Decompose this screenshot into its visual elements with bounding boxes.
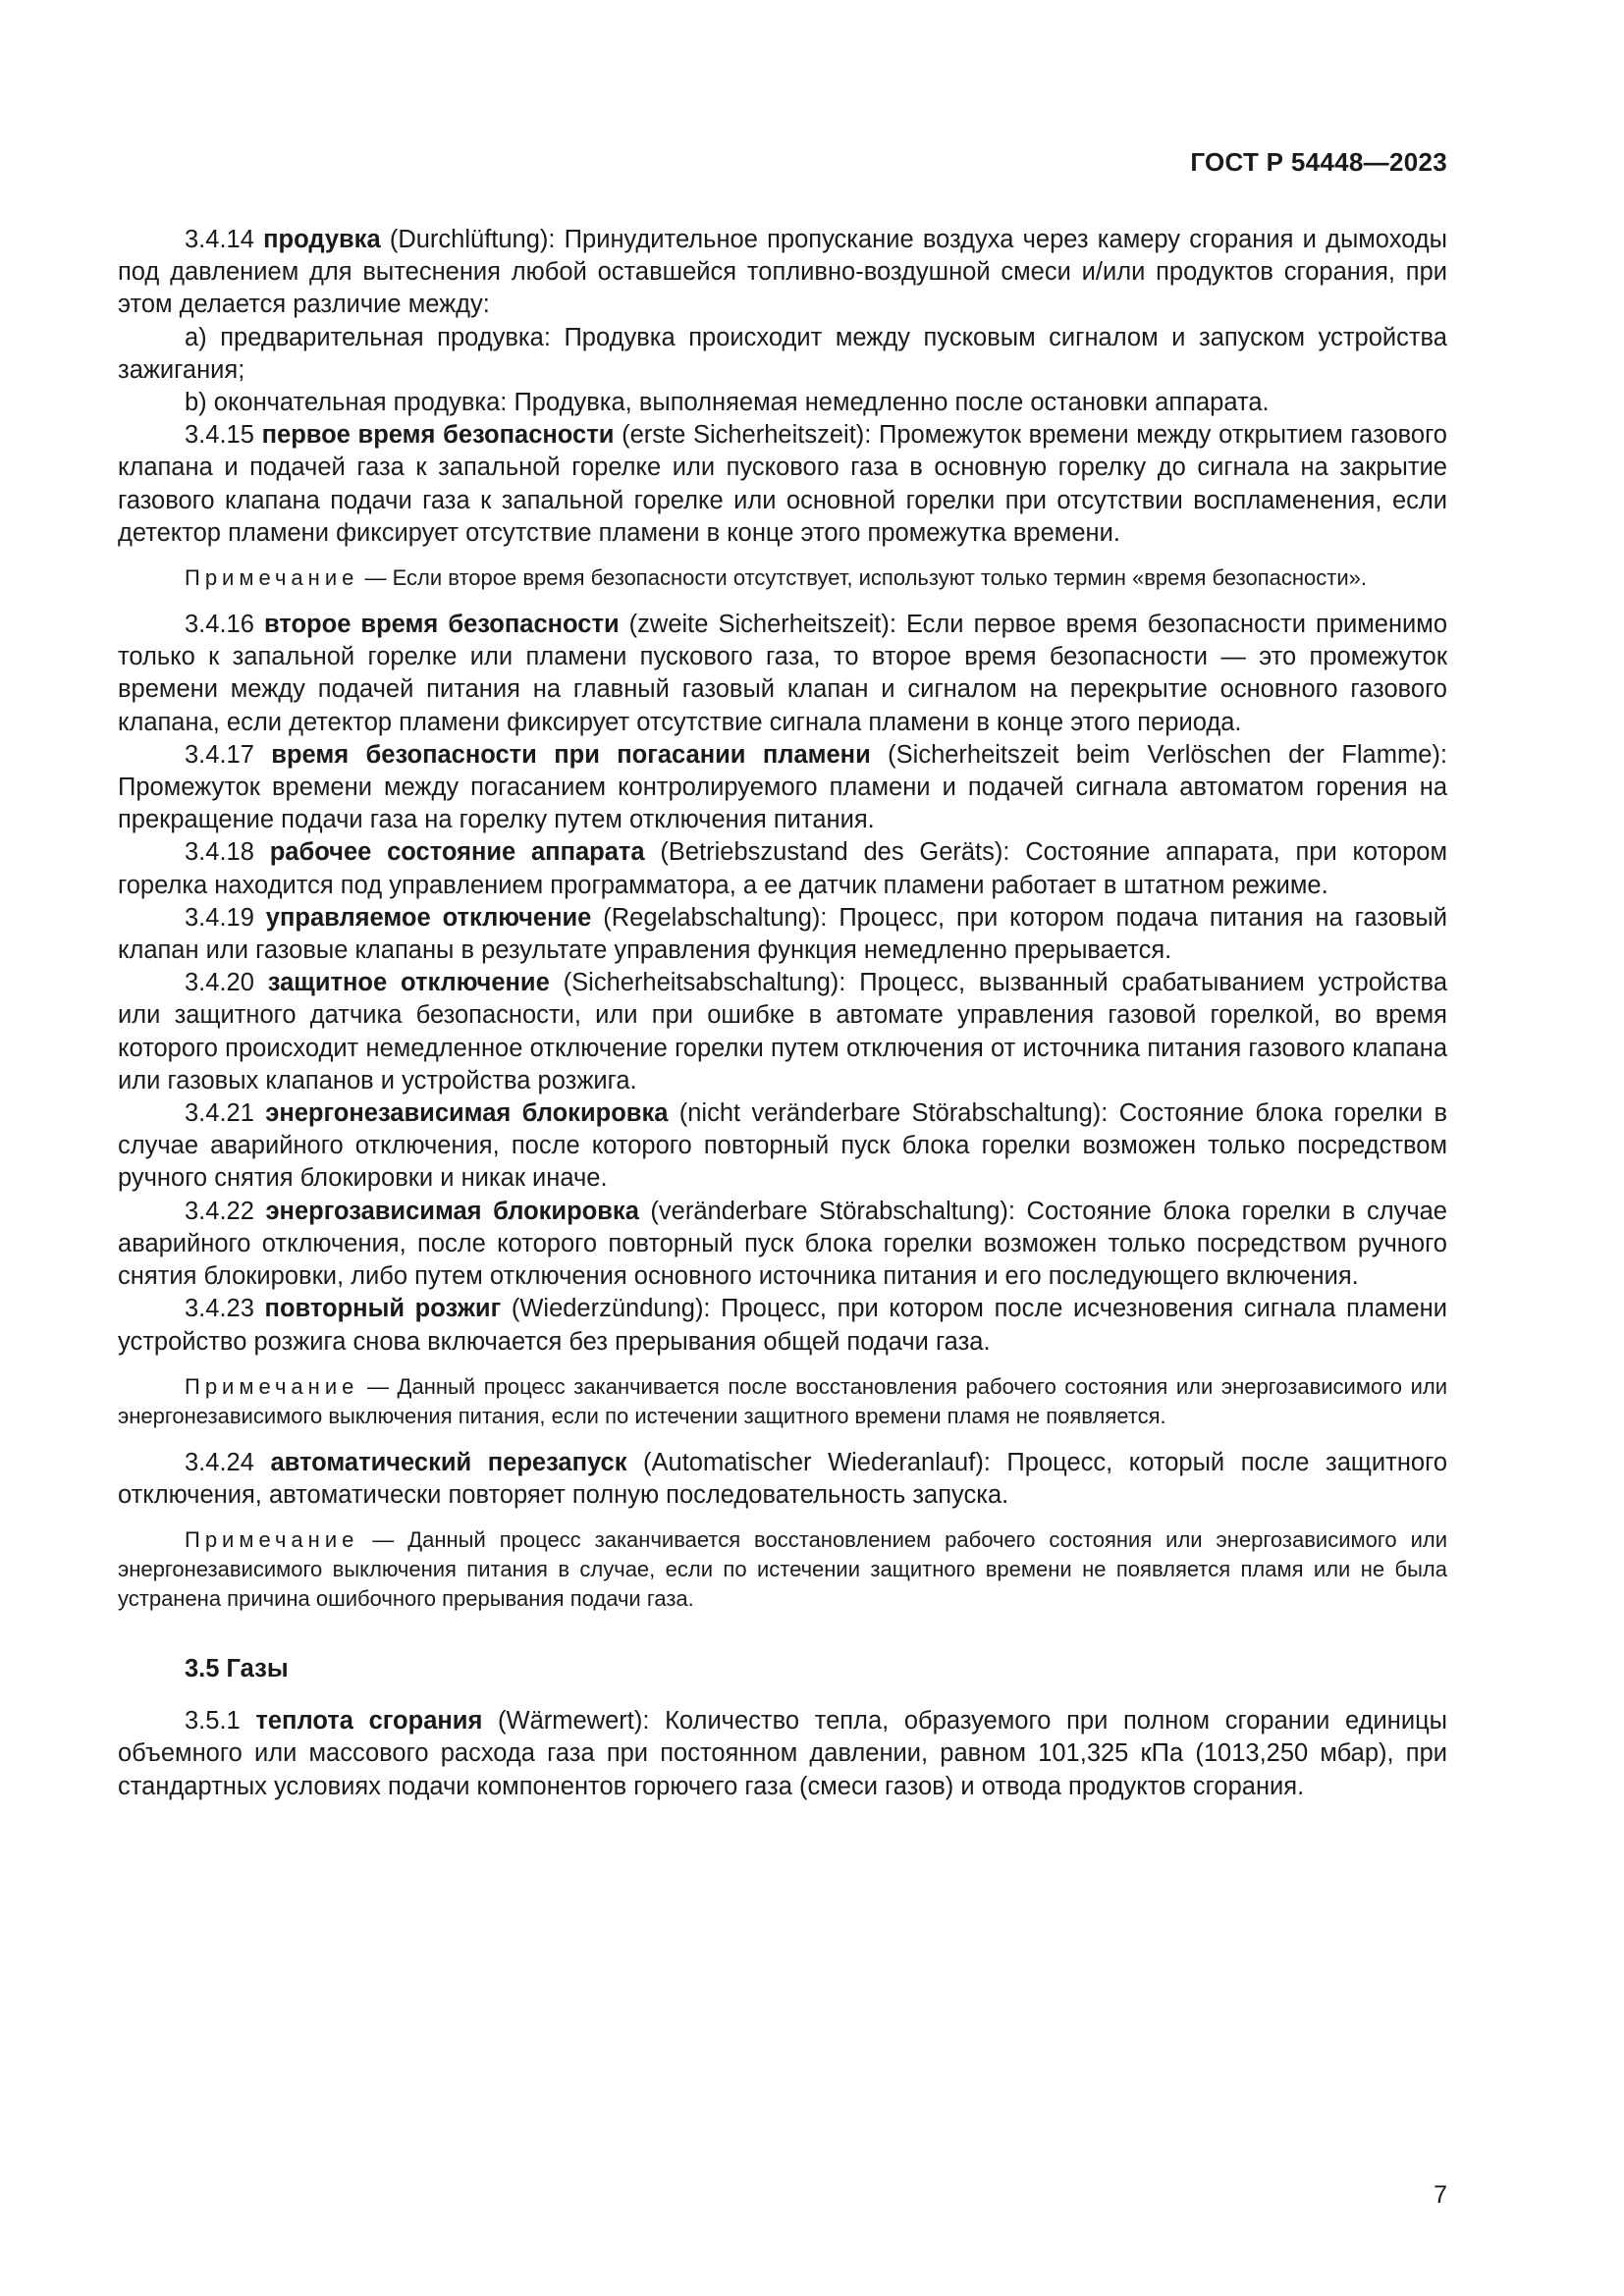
paragraph-3-5-1: [118, 1705, 1447, 1803]
paragraph-3-4-15: [118, 419, 1447, 550]
clause-number: 3.4.19: [185, 903, 254, 932]
paragraph-3-4-21: [118, 1097, 1447, 1196]
note-3: [118, 1525, 1447, 1614]
clause-number: 3.4.20: [185, 969, 254, 997]
clause-number: 3.4.14: [185, 226, 254, 253]
paragraph-3-4-18: [118, 836, 1447, 901]
paragraph-3-4-17: [118, 739, 1447, 837]
page-number: 7: [1434, 2181, 1447, 2209]
list-item-a: [118, 322, 1447, 387]
term: повторный розжиг: [264, 1295, 502, 1323]
list-item-b: [118, 387, 1447, 419]
clause-number: 3.4.23: [185, 1295, 254, 1323]
paragraph-3-4-22: [118, 1196, 1447, 1294]
page-content: [118, 224, 1447, 1803]
note-label: Примечание: [185, 1527, 359, 1553]
note-label: Примечание: [185, 565, 359, 591]
definition-text: (Automatischer Wiederanlauf): Процесс, который после защитного отключения, автоматически повторяет полную последовательность запуска.: [118, 1448, 1447, 1509]
clause-number: 3.4.18: [185, 838, 254, 867]
definition-text: (Wiederzündung): Процесс, при котором после исчезновения сигнала пламени устройство розжига снова включается без прерывания общей подачи газа.: [118, 1295, 1447, 1356]
document-id: ГОСТ Р 54448—2023: [1190, 147, 1447, 177]
note-text: — Данный процесс заканчивается восстановлением рабочего состояния или энергозависимого или энергонезависимого выключения питания в случае, если по истечении защитного времени не появляется пламя или не была устранена причина ошибочного прерывания подачи газа.: [118, 1527, 1447, 1612]
term: управляемое отключение: [265, 903, 592, 932]
section-heading: 3.5 Газы: [185, 1655, 289, 1683]
definition-text: (Regelabschaltung): Процесс, при котором подача питания на газовый клапан или газовые клапаны в результате управления функция немедленно прерывается.: [118, 903, 1447, 965]
clause-number: 3.5.1: [185, 1707, 241, 1735]
definition-text: (Wärmewert): Количество тепла, образуемого при полном сгорании единицы объемного или массового расхода газа при постоянном давлении, равном 101,325 кПа (1013,250 мбар), при стандартных условиях подачи компонентов горючего газа (смеси газов) и отвода продуктов сгорания.: [118, 1707, 1447, 1800]
definition-text: (erste Sicherheitszeit): Промежуток времени между открытием газового клапана и подачей газа к запальной горелке или пускового газа в основную горелку до сигнала на закрытие газового клапана подачи газа к запальной горелке или основной горелки при отсутствии воспламенения, если детектор пламени фиксирует отсутствие пламени в конце этого промежутка времени.: [118, 421, 1447, 547]
definition-text: (Durchlüftung): Принудительное пропускание воздуха через камеру сгорания и дымоходы под давлением для вытеснения любой оставшейся топливно-воздушной смеси и/или продуктов сгорания, при этом делается различие между:: [118, 226, 1447, 319]
term: автоматический перезапуск: [270, 1448, 627, 1476]
paragraph-3-4-14: [118, 224, 1447, 322]
paragraph-3-4-23: [118, 1293, 1447, 1358]
note-2: [118, 1372, 1447, 1431]
paragraph-3-4-19: [118, 902, 1447, 967]
definition-text: (Sicherheitsabschaltung): Процесс, вызванный срабатыванием устройства или защитного датчика безопасности, или при ошибке в автомате управления газовой горелкой, во время которого происходит немедленное отключение горелки путем отключения от источника питания газового клапана или газовых клапанов и устройства розжига.: [118, 969, 1447, 1095]
term: первое время безопасности: [261, 421, 615, 450]
term: продувка: [263, 226, 381, 253]
term: второе время безопасности: [263, 611, 620, 639]
definition-text: (zweite Sicherheitszeit): Если первое время безопасности применимо только к запальной горелке или пламени пускового газа, то второе время безопасности — это промежуток времени между подачей питания на главный газовый клапан и сигналом на перекрытие основного газового клапана, если детектор пламени фиксирует отсутствие сигнала пламени в конце этого периода.: [118, 611, 1447, 736]
definition-text: (nicht veränderbare Störabschaltung): Состояние блока горелки в случае аварийного отключения, после которого повторный пуск блока горелки возможен только посредством ручного снятия блокировки и никак иначе.: [118, 1099, 1447, 1193]
paragraph-3-4-16: [118, 609, 1447, 739]
paragraph-3-4-20: [118, 967, 1447, 1097]
note-text: — Данный процесс заканчивается после восстановления рабочего состояния или энергозависимого или энергонезависимого выключения питания, если по истечении защитного времени пламя не появляется.: [118, 1373, 1447, 1428]
clause-number: 3.4.16: [185, 611, 254, 639]
definition-text: (veränderbare Störabschaltung): Состояние блока горелки в случае аварийного отключения, после которого повторный пуск блока горелки возможен только посредством ручного снятия блокировки, либо путем отключения основного источника питания и его последующего включения.: [118, 1197, 1447, 1291]
note-label: Примечание: [185, 1373, 359, 1399]
term: теплота сгорания: [255, 1707, 483, 1735]
term: энергозависимая блокировка: [265, 1197, 639, 1225]
clause-number: 3.4.15: [185, 421, 254, 450]
paragraph-3-4-24: [118, 1447, 1447, 1512]
note-1: [118, 563, 1447, 593]
term: защитное отключение: [267, 969, 550, 997]
note-text: — Если второе время безопасности отсутствует, используют только термин «время безопасности».: [358, 565, 1367, 591]
term: энергонезависимая блокировка: [265, 1099, 669, 1128]
clause-number: 3.4.17: [185, 740, 254, 769]
definition-text: (Betriebszustand des Geräts): Состояние аппарата, при котором горелка находится под управлением программатора, а ее датчик пламени работает в штатном режиме.: [118, 838, 1448, 899]
term: рабочее состояние аппарата: [269, 838, 645, 867]
list-item-text: b) окончательная продувка: Продувка, выполняемая немедленно после остановки аппарата.: [185, 389, 1270, 417]
term: время безопасности при погасании пламени: [271, 740, 871, 769]
definition-text: (Sicherheitszeit beim Verlöschen der Flamme): Промежуток времени между погасанием контролируемого пламени и подачей сигнала автоматом горения на прекращение подачи газа на горелку путем отключения питания.: [118, 740, 1447, 834]
clause-number: 3.4.22: [185, 1197, 254, 1225]
clause-number: 3.4.21: [185, 1099, 254, 1128]
list-item-text: a) предварительная продувка: Продувка происходит между пусковым сигналом и запуском устройства зажигания;: [118, 323, 1447, 384]
clause-number: 3.4.24: [185, 1448, 254, 1476]
